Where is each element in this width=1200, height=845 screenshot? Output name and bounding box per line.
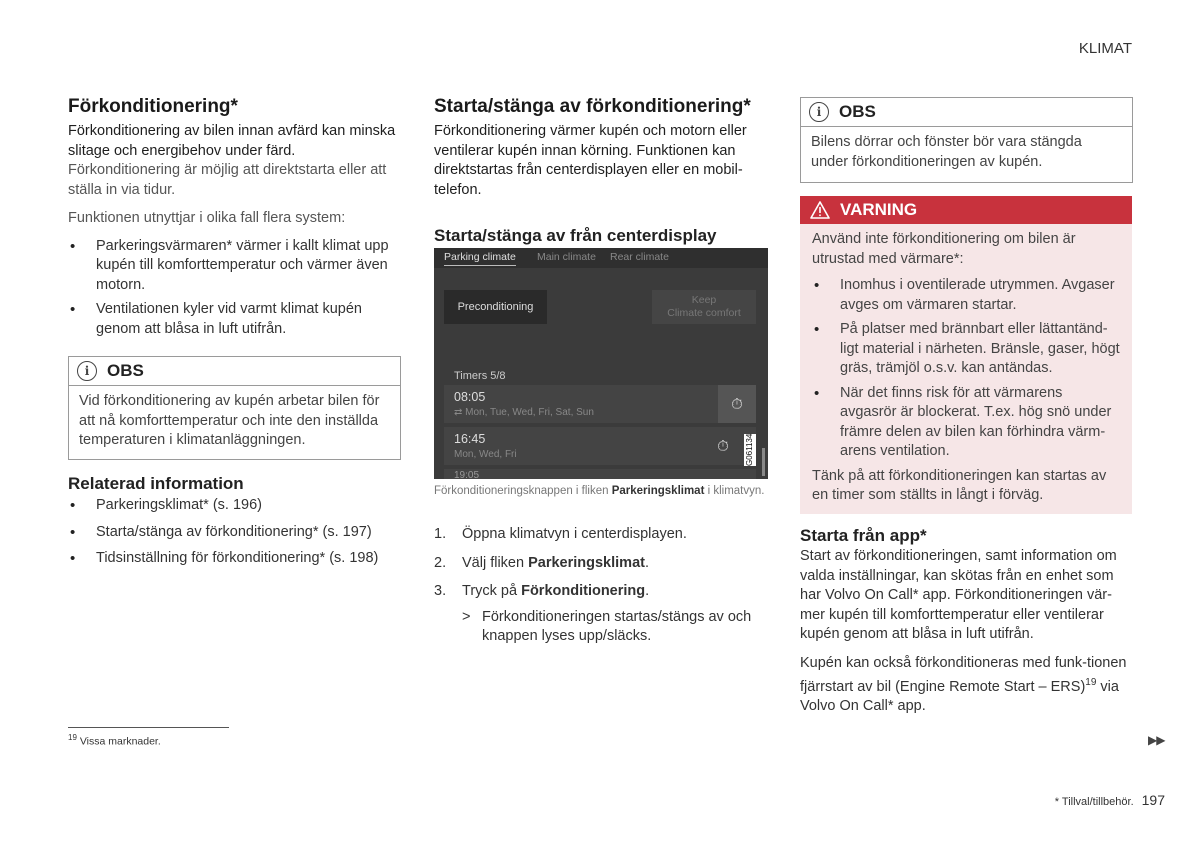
step-bold: Förkonditionering bbox=[521, 583, 646, 599]
step-bold: Parkeringsklimat bbox=[528, 554, 645, 571]
app-text: Kupén kan också förkonditioneras med funk-tionen fjärrstart av bil (Engine Remote Start – ERS) bbox=[800, 654, 1127, 695]
center-display-screenshot bbox=[434, 248, 768, 479]
list-item: • På platser med brännbart eller lättantänd-ligt material i närheten. Bränsle, gaser, högt gräs, trämjöl o.s.v. kan antändas. bbox=[812, 320, 1120, 379]
timer-time: 16:45 bbox=[454, 432, 486, 446]
arrow-icon: > bbox=[462, 608, 471, 625]
step-text: . bbox=[644, 554, 649, 571]
timer-days: ⇄ Mon, Tue, Wed, Fri, Sat, Sun bbox=[454, 407, 594, 418]
intro-text: Förkonditionering värmer kupén och motorn eller ventilerar kupén innan körning. Funktionen kan direktstartas från centerdisplayen eller en mobil-telefon. bbox=[434, 123, 747, 198]
step-text: Välj fliken bbox=[462, 554, 529, 571]
related-link[interactable]: • Parkeringsklimat* (s. 196) bbox=[68, 496, 403, 516]
warning-intro: Använd inte förkonditionering om bilen är utrustad med värmare*: bbox=[812, 231, 1076, 267]
column-2 bbox=[434, 96, 774, 246]
list-item: • Parkeringsvärmaren* värmer i kallt klimat upp kupén till komforttemperatur och värmer även motorn. bbox=[68, 237, 403, 296]
related-list bbox=[68, 496, 403, 569]
page-footer bbox=[960, 792, 1165, 810]
step-text: Öppna klimatvyn i centerdisplayen. bbox=[462, 526, 687, 542]
footnote-divider bbox=[68, 727, 229, 728]
related-link[interactable]: • Tidsinställning för förkonditionering* (s. 198) bbox=[68, 549, 403, 569]
warning-header bbox=[800, 196, 1132, 224]
obs-text: Bilens dörrar och fönster bör vara stängda under förkonditioneringen av kupén. bbox=[811, 134, 1082, 170]
obs-title: OBS bbox=[839, 102, 876, 121]
systems-list bbox=[68, 237, 403, 340]
warning-triangle-icon bbox=[810, 201, 830, 219]
section-header: KLIMAT bbox=[1078, 40, 1132, 57]
image-code: G061134 bbox=[745, 433, 754, 466]
step-result-text: Förkonditioneringen startas/stängs av och knappen lyses upp/släcks. bbox=[482, 608, 752, 644]
timers-label: Timers 5/8 bbox=[454, 370, 506, 382]
next-page-icon: ▶▶ bbox=[1148, 733, 1165, 747]
timer-row bbox=[444, 427, 756, 465]
info-icon: i bbox=[809, 102, 829, 122]
info-icon: i bbox=[77, 361, 97, 381]
footnote-number: 19 bbox=[68, 733, 77, 742]
subsection-title: Starta från app* bbox=[800, 526, 927, 545]
figure-caption bbox=[434, 484, 768, 499]
obs-header bbox=[801, 98, 1132, 127]
subsection-title: Starta/stänga av från centerdisplay bbox=[434, 226, 717, 245]
step-item bbox=[434, 582, 774, 647]
timer-row bbox=[444, 469, 756, 479]
keep-climate-comfort-button bbox=[652, 290, 756, 324]
systems-intro: Funktionen utnyttjar i olika fall flera system: bbox=[68, 210, 346, 226]
column-1 bbox=[68, 96, 403, 344]
footnote-ref: 19 bbox=[1085, 677, 1097, 688]
tab-parking-climate: Parking climate bbox=[444, 251, 516, 266]
timer-time: 08:05 bbox=[454, 390, 486, 404]
app-paragraph bbox=[800, 654, 1135, 717]
step-item bbox=[434, 525, 774, 545]
footnote-text: Vissa marknader. bbox=[79, 735, 161, 748]
steps-section bbox=[434, 525, 774, 656]
section-title: Starta/stänga av förkonditionering* bbox=[434, 96, 751, 117]
preconditioning-button: Preconditioning bbox=[444, 290, 547, 324]
scrollbar-indicator bbox=[762, 448, 765, 476]
obs-note-box bbox=[800, 97, 1133, 183]
steps-list bbox=[434, 525, 774, 647]
keep-label: Keep bbox=[691, 294, 717, 306]
timer-row bbox=[444, 385, 756, 423]
obs-note-box bbox=[68, 356, 401, 460]
related-title: Relaterad information bbox=[68, 474, 244, 493]
section-title: Förkonditionering* bbox=[68, 96, 238, 117]
page-number: 197 bbox=[1141, 792, 1165, 808]
step-number: 1. bbox=[434, 526, 447, 542]
app-paragraph: Start av förkonditioneringen, samt information om valda inställningar, kan skötas från en enhet som har Volvo On Call* app. Förkonditioneringen vär-mer kupén till komforttemperatur eller ventilerar kupén genom att blåsa in luft utifrån. bbox=[800, 548, 1117, 642]
timer-clock-icon: ⏱ bbox=[718, 385, 756, 423]
warning-content bbox=[800, 224, 1132, 514]
step-item bbox=[434, 554, 774, 574]
step-text: . bbox=[645, 583, 650, 599]
climate-comfort-label: Climate comfort bbox=[667, 307, 741, 319]
screen-tab-bar bbox=[434, 248, 768, 268]
obs-title: OBS bbox=[107, 361, 144, 380]
step-result bbox=[462, 608, 774, 647]
tab-rear-climate: Rear climate bbox=[610, 251, 669, 263]
tab-main-climate: Main climate bbox=[537, 251, 596, 263]
app-section bbox=[800, 526, 1135, 717]
intro-bold: Förkonditionering av bilen innan avfärd kan minska slitage och energibehov under färd. bbox=[68, 123, 396, 159]
warning-title: VARNING bbox=[840, 200, 918, 219]
timer-days: Mon, Wed, Fri bbox=[454, 449, 517, 460]
step-text: Tryck på bbox=[462, 583, 522, 599]
list-item: • Ventilationen kyler vid varmt klimat kupén genom att blåsa in luft utifrån. bbox=[68, 300, 403, 339]
caption-text: Förkonditioneringsknappen i fliken bbox=[434, 485, 612, 497]
footnote bbox=[68, 733, 161, 748]
app-text: via Volvo On Call* app. bbox=[800, 678, 1119, 715]
obs-header bbox=[69, 357, 400, 386]
caption-text: i klimatvyn. bbox=[704, 485, 765, 497]
warning-box bbox=[800, 196, 1132, 514]
list-item: • När det finns risk för att värmarens avgasrör är blockerat. T.ex. hög snö under främre delen av bilen kan förhindra värm-arens ventilation. bbox=[812, 384, 1120, 462]
timer-time: 19:05 bbox=[454, 470, 480, 479]
related-link[interactable]: • Starta/stänga av förkonditionering* (s. 197) bbox=[68, 523, 403, 543]
warning-outro: Tänk på att förkonditioneringen kan startas av en timer som ställts in långt i förväg. bbox=[812, 467, 1107, 503]
step-number: 2. bbox=[434, 554, 447, 571]
footer-note: * Tillval/tillbehör. bbox=[1054, 796, 1134, 808]
obs-text: Vid förkonditionering av kupén arbetar bilen för att nå komforttemperatur och inte den inställda temperaturen i klimatanläggningen. bbox=[79, 393, 380, 448]
list-item: • Inomhus i oventilerade utrymmen. Avgaser avges om värmaren startar. bbox=[812, 276, 1120, 315]
warning-list bbox=[812, 276, 1120, 462]
intro-text: Förkonditionering är möjlig att direktstarta eller att ställa in via tidur. bbox=[68, 162, 387, 198]
caption-bold: Parkeringsklimat bbox=[611, 485, 705, 497]
step-number: 3. bbox=[434, 583, 447, 599]
related-info bbox=[68, 474, 403, 576]
timer-clock-icon: ⏱ bbox=[704, 427, 742, 465]
